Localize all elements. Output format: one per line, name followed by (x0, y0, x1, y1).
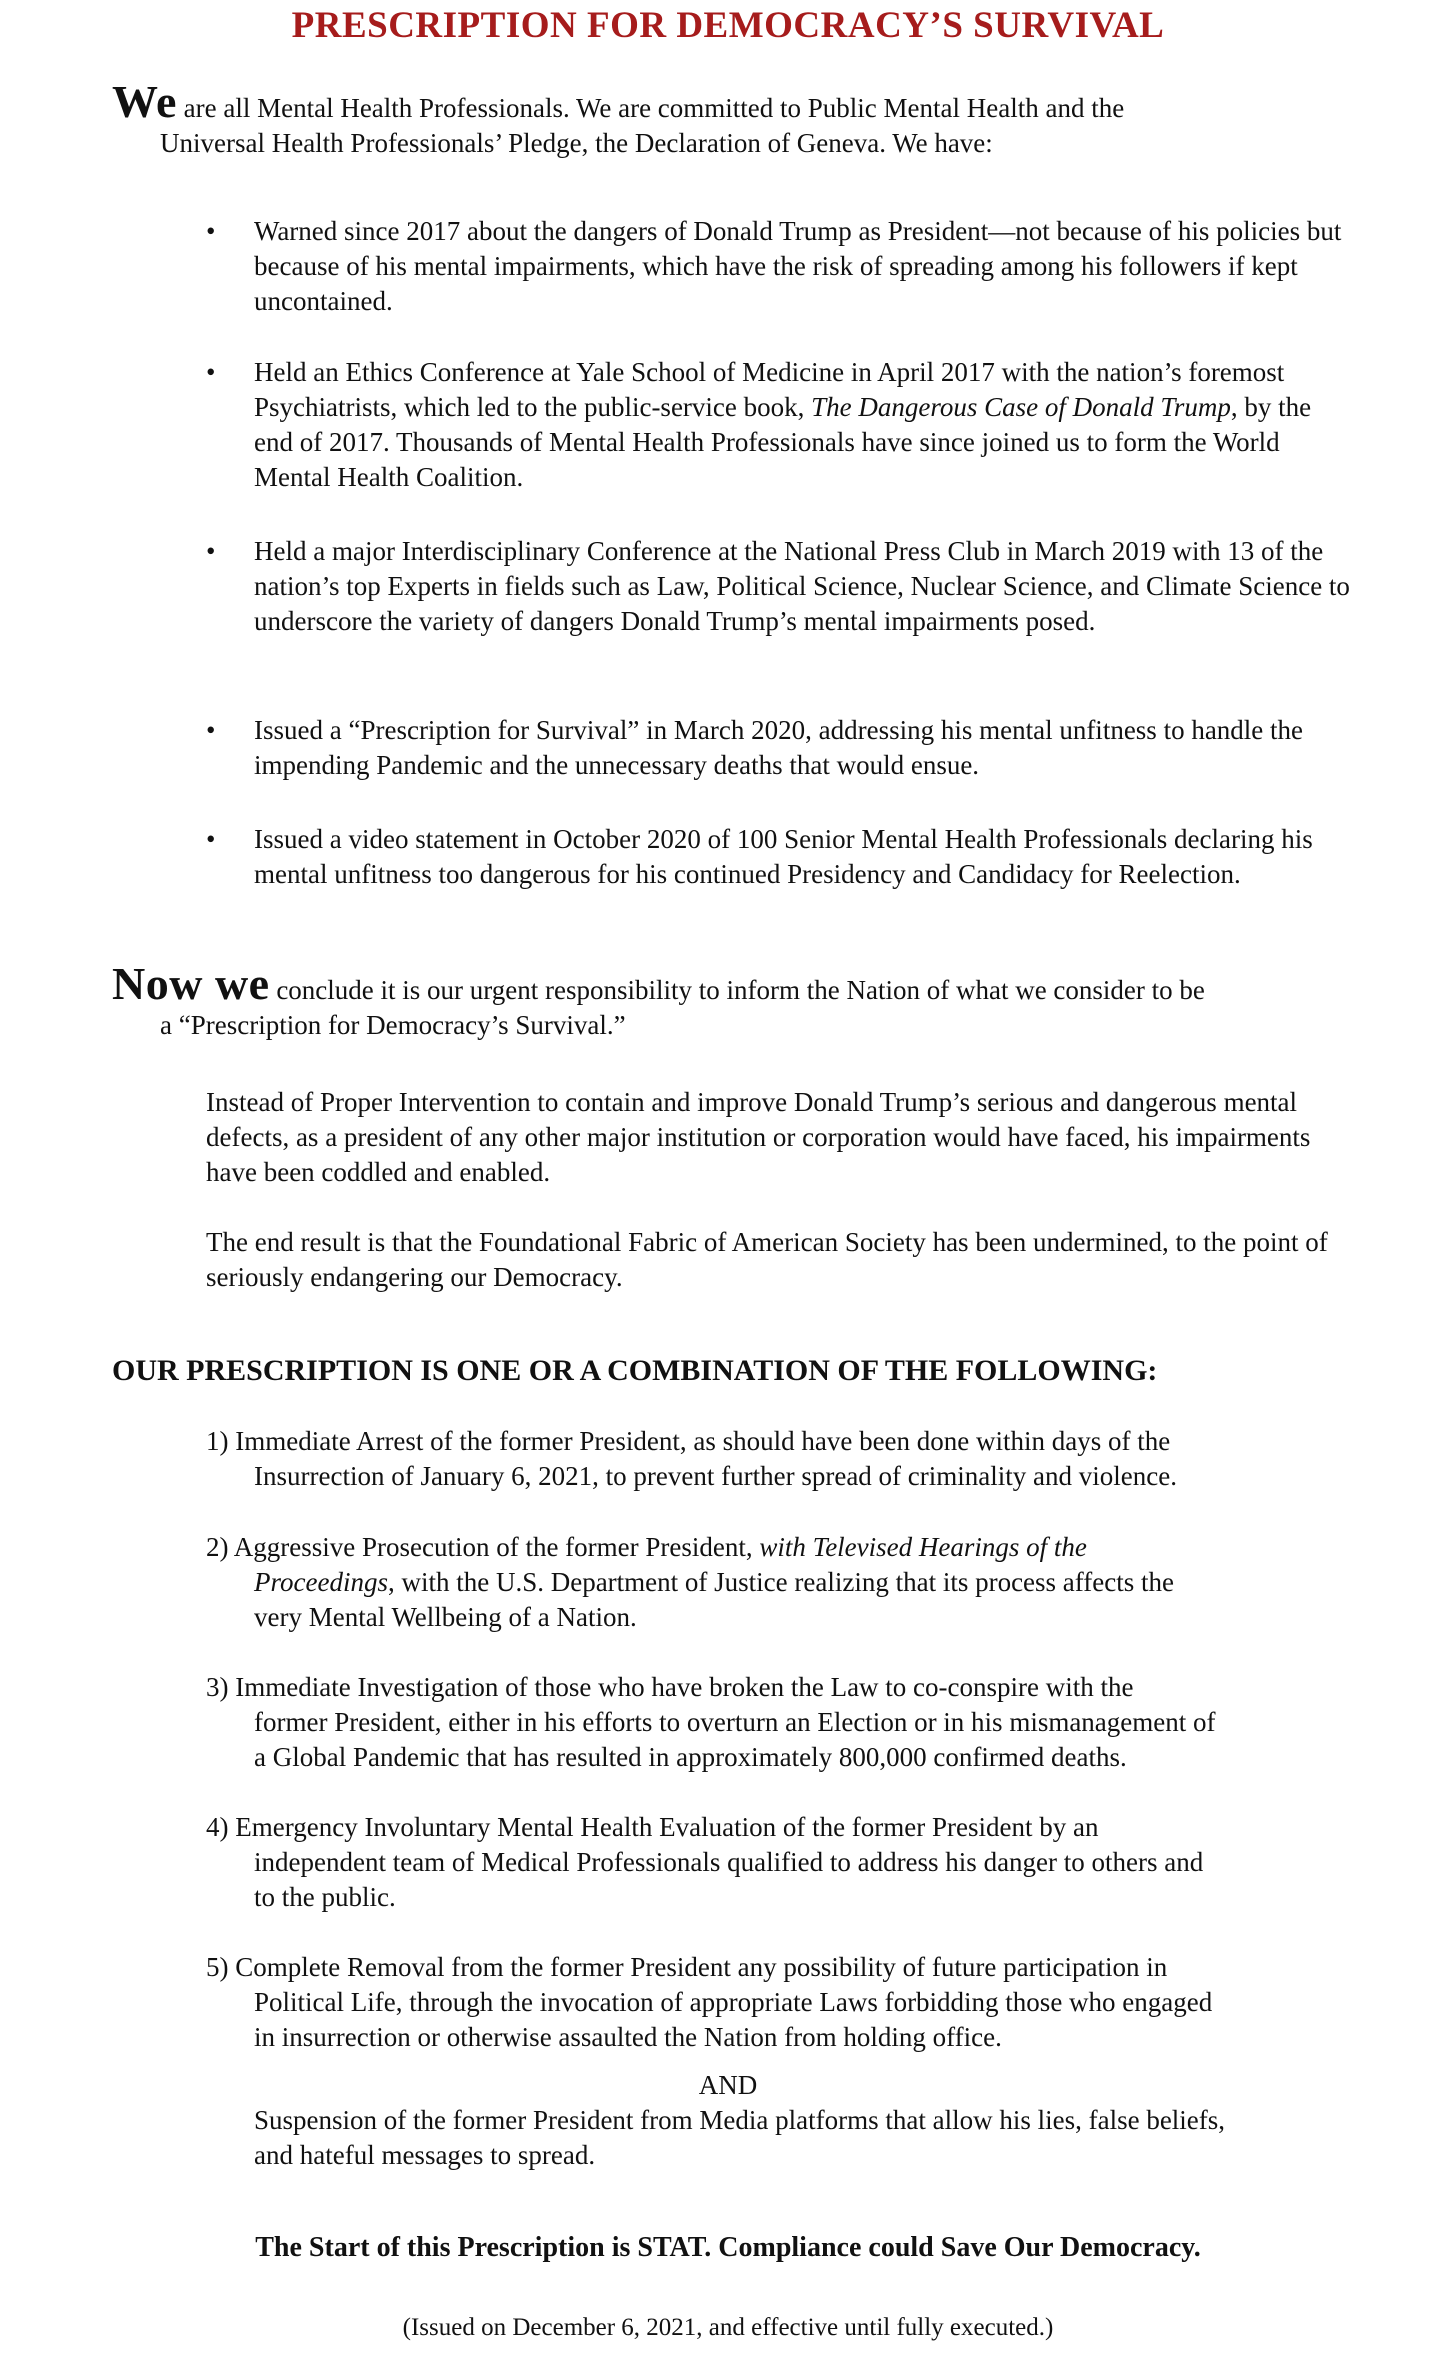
prescription-item-4 (206, 1810, 1356, 1915)
prescription-item-text (206, 1565, 1356, 1600)
now-paragraph (112, 958, 1342, 1043)
prescription-item-1 (206, 1424, 1356, 1494)
bullet-icon: • (206, 536, 216, 566)
prescription-item-text (206, 1530, 1356, 1565)
prescription-item-text: 5) Complete Removal from the former President any possibility of future participation in (206, 1952, 1168, 1982)
issued-date-note: (Issued on December 6, 2021, and effective until fully executed.) (402, 2314, 1054, 2341)
intro-line-1-text: are all Mental Health Professionals. We are committed to Public Mental Health and the (176, 93, 1125, 123)
prescription-item-text: 3) Immediate Investigation of those who have broken the Law to co-conspire with the (206, 1672, 1134, 1702)
bullet-icon: • (206, 715, 216, 745)
list-item-text: Issued a video statement in October 2020 of 100 Senior Mental Health Professionals declaring his mental unfitness too dangerous for his continued Presidency and Candidacy for Reelection. (254, 824, 1313, 889)
prescription-item-3 (206, 1670, 1356, 1775)
bullet-icon: • (206, 824, 216, 854)
list-item-text: Warned since 2017 about the dangers of Donald Trump as President—not because of his policies but because of his mental impairments, which have the risk of spreading among his followers if kept uncontained. (254, 216, 1342, 316)
prescription-item-text: very Mental Wellbeing of a Nation. (254, 1602, 637, 1632)
book-title: The Dangerous Case of Donald Trump (811, 392, 1231, 422)
prescription-item-text: in insurrection or otherwise assaulted the Nation from holding office. (254, 2022, 1002, 2052)
now-line-1-text: conclude it is our urgent responsibility to inform the Nation of what we consider to be (269, 975, 1205, 1005)
list-item-text: Issued a “Prescription for Survival” in March 2020, addressing his mental unfitness to handle the impending Pandemic and the unnecessary deaths that would ensue. (254, 715, 1304, 780)
bullet-icon: • (206, 216, 216, 246)
intro-line-2: Universal Health Professionals’ Pledge, the Declaration of Geneva. We have: (160, 128, 993, 158)
prescription-item-italic: with Televised Hearings of the (759, 1532, 1087, 1562)
now-lead-word: Now we (112, 958, 270, 1009)
intro-lead-word: We (112, 76, 177, 127)
prescription-item-text-part: , with the U.S. Department of Justice realizing that its process affects the (387, 1567, 1175, 1597)
prescription-item-2 (206, 1530, 1356, 1635)
now-line-1 (112, 958, 1342, 1009)
prescription-item-text: 4) Emergency Involuntary Mental Health Evaluation of the former President by an (206, 1812, 1099, 1842)
prescription-item-text: a Global Pandemic that has resulted in approximately 800,000 confirmed deaths. (254, 1742, 1127, 1772)
prescription-heading: OUR PRESCRIPTION IS ONE OR A COMBINATION OF THE FOLLOWING: (112, 1354, 1158, 1387)
prescription-item-text: to the public. (254, 1882, 396, 1912)
prescription-item-text: independent team of Medical Professionals qualified to address his danger to others and (254, 1847, 1204, 1877)
prescription-item-text: former President, either in his efforts to overturn an Election or in his mismanagement of (254, 1707, 1216, 1737)
suspension-line: Suspension of the former President from Media platforms that allow his lies, false beliefs, (254, 2105, 1226, 2135)
suspension-paragraph (254, 2103, 1354, 2173)
list-item-text-part: , by the end of 2017. Thousands of Mental Health Professionals have since joined us to form the World Mental Health Coalition. (254, 392, 1312, 492)
prescription-item-text-part: 2) Aggressive Prosecution of the former President, (206, 1532, 760, 1562)
prescription-item-5 (206, 1950, 1356, 2055)
prescription-item-italic: Proceedings (254, 1567, 388, 1597)
prescription-item-text: 1) Immediate Arrest of the former President, as should have been done within days of the (206, 1426, 1171, 1456)
now-line-2: a “Prescription for Democracy’s Survival.” (160, 1010, 626, 1040)
intervention-paragraph: Instead of Proper Intervention to contain and improve Donald Trump’s serious and dangerous mental defects, as a president of any other major institution or corporation would have faced, his impairments have been coddled and enabled. (206, 1087, 1311, 1187)
and-connector: AND (698, 2070, 758, 2100)
suspension-line: and hateful messages to spread. (254, 2140, 596, 2170)
bullet-icon: • (206, 357, 216, 387)
prescription-item-text: Insurrection of January 6, 2021, to prevent further spread of criminality and violence. (254, 1461, 1177, 1491)
prescription-item-text: Political Life, through the invocation of appropriate Laws forbidding those who engaged (254, 1987, 1213, 2017)
result-paragraph: The end result is that the Foundational Fabric of American Society has been undermined, to the point of seriously endangering our Democracy. (206, 1227, 1328, 1292)
list-item-text: Held a major Interdisciplinary Conference at the National Press Club in March 2019 with 13 of the nation’s top Experts in fields such as Law, Political Science, Nuclear Science, and Climate Science to underscore the variety of dangers Donald Trump’s mental impairments posed. (254, 536, 1350, 636)
intro-paragraph (112, 76, 1342, 161)
closing-statement: The Start of this Prescription is STAT. Compliance could Save Our Democracy. (255, 2232, 1201, 2263)
document-title: PRESCRIPTION FOR DEMOCRACY’S SURVIVAL (291, 5, 1165, 46)
intro-line-1 (112, 76, 1342, 127)
list-item-text (254, 355, 1354, 495)
list-item-text-part: Held an Ethics Conference at Yale School of Medicine in April 2017 with the nation’s foremost Psychiatrists, which led to the public-service book, (254, 357, 1285, 422)
